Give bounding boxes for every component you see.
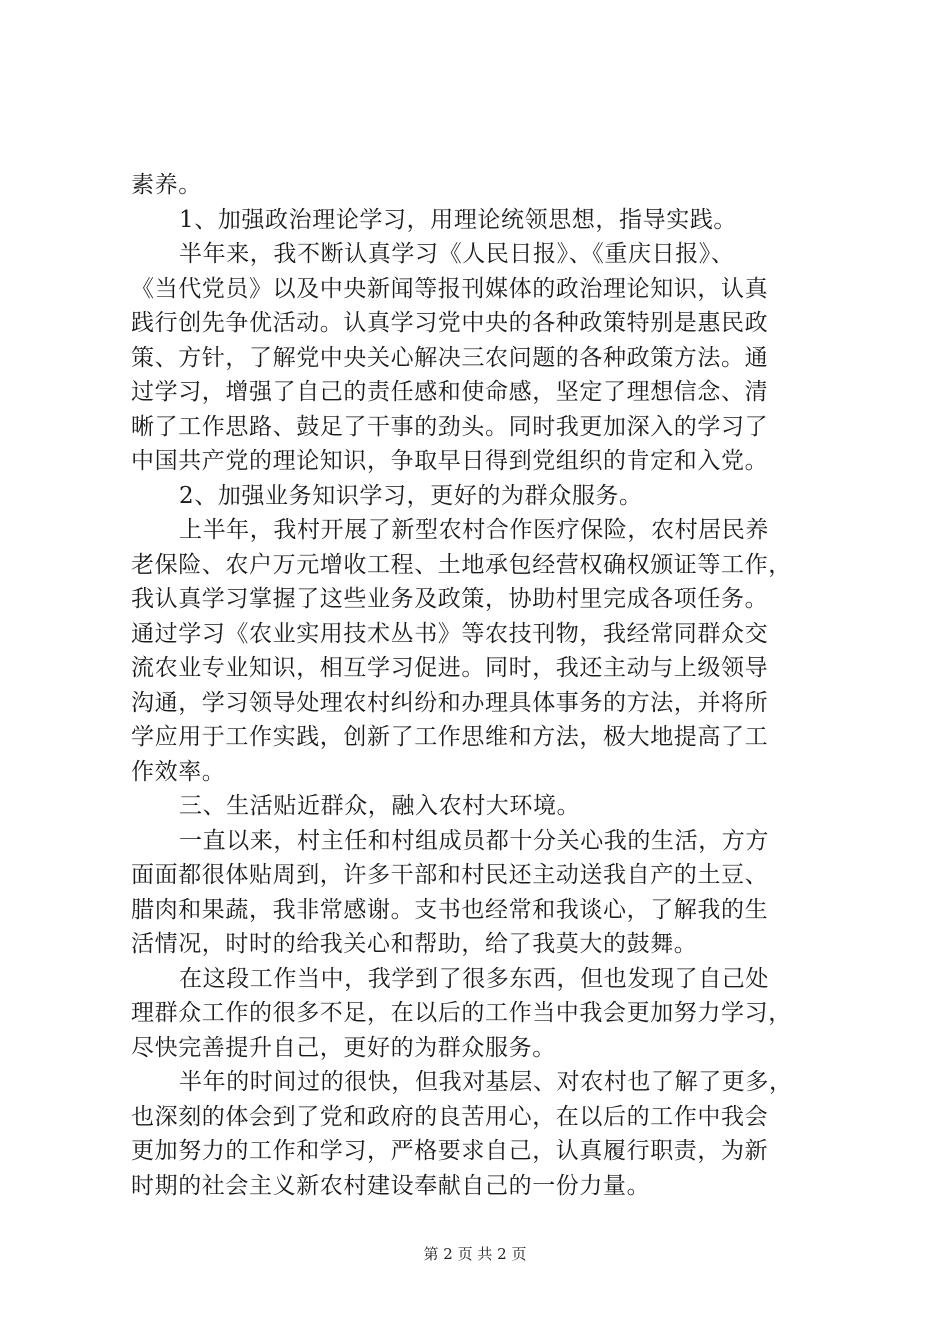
text-line: 沟通，学习领导处理农村纠纷和办理具体事务的方法，并将所	[131, 689, 769, 716]
text-line: 我认真学习掌握了这些业务及政策，协助村里完成各项任务。	[131, 586, 769, 612]
text-line: 2、加强业务知识学习，更好的为群众服务。	[179, 482, 643, 509]
text-line: 时期的社会主义新农村建设奉献自己的一份力量。	[131, 1172, 651, 1199]
text-line: 面面都很体贴周到，许多干部和村民还主动送我自产的土豆、	[131, 862, 769, 888]
text-line: 半年来，我不断认真学习《人民日报》、《重庆日报》、	[179, 241, 735, 267]
text-line: 流农业专业知识，相互学习促进。同时，我还主动与上级领导	[131, 655, 769, 681]
text-line: 学应用于工作实践，创新了工作思维和方法，极大地提高了工	[131, 724, 769, 750]
text-line: 晰了工作思路、鼓足了干事的劲头。同时我更加深入的学习了	[131, 413, 769, 440]
text-line: 策、方针，了解党中央关心解决三农问题的各种政策方法。通	[131, 344, 769, 371]
page-footer: 第 2 页 共 2 页	[423, 1245, 527, 1263]
text-line: 《当代党员》以及中央新闻等报刊媒体的政治理论知识，认真	[131, 275, 769, 302]
text-line: 践行创先争优活动。认真学习党中央的各种政策特别是惠民政	[131, 310, 769, 336]
text-line: 也深刻的体会到了党和政府的良苦用心，在以后的工作中我会	[131, 1103, 769, 1130]
text-line: 中国共产党的理论知识，争取早日得到党组织的肯定和入党。	[131, 448, 769, 474]
text-line: 作效率。	[131, 758, 226, 785]
text-line: 三、生活贴近群众，融入农村大环境。	[179, 793, 581, 819]
text-line: 通过学习《农业实用技术丛书》等农技刊物，我经常同群众交	[131, 620, 769, 647]
text-line: 半年的时间过的很快，但我对基层、对农村也了解了更多，	[179, 1069, 793, 1095]
text-line: 在这段工作当中，我学到了很多东西，但也发现了自己处	[179, 965, 769, 992]
text-line: 尽快完善提升自己，更好的为群众服务。	[131, 1034, 556, 1061]
text-line: 活情况，时时的给我关心和帮助，给了我莫大的鼓舞。	[131, 931, 698, 957]
text-line: 老保险、农户万元增收工程、土地承包经营权确权颁证等工作，	[131, 551, 792, 578]
text-line: 更加努力的工作和学习，严格要求自己，认真履行职责，为新	[131, 1138, 769, 1164]
text-line: 一直以来，村主任和村组成员都十分关心我的生活，方方	[179, 827, 769, 854]
text-line: 素养。	[131, 172, 202, 198]
text-line: 1、加强政治理论学习，用理论统领思想，指导实践。	[179, 206, 738, 233]
text-line: 过学习，增强了自己的责任感和使命感，坚定了理想信念、清	[131, 379, 769, 405]
text-line: 理群众工作的很多不足，在以后的工作当中我会更加努力学习，	[131, 1000, 792, 1026]
text-line: 上半年，我村开展了新型农村合作医疗保险，农村居民养	[179, 517, 769, 543]
document-body	[131, 168, 831, 1203]
text-line: 腊肉和果蔬，我非常感谢。支书也经常和我谈心，了解我的生	[131, 896, 769, 923]
